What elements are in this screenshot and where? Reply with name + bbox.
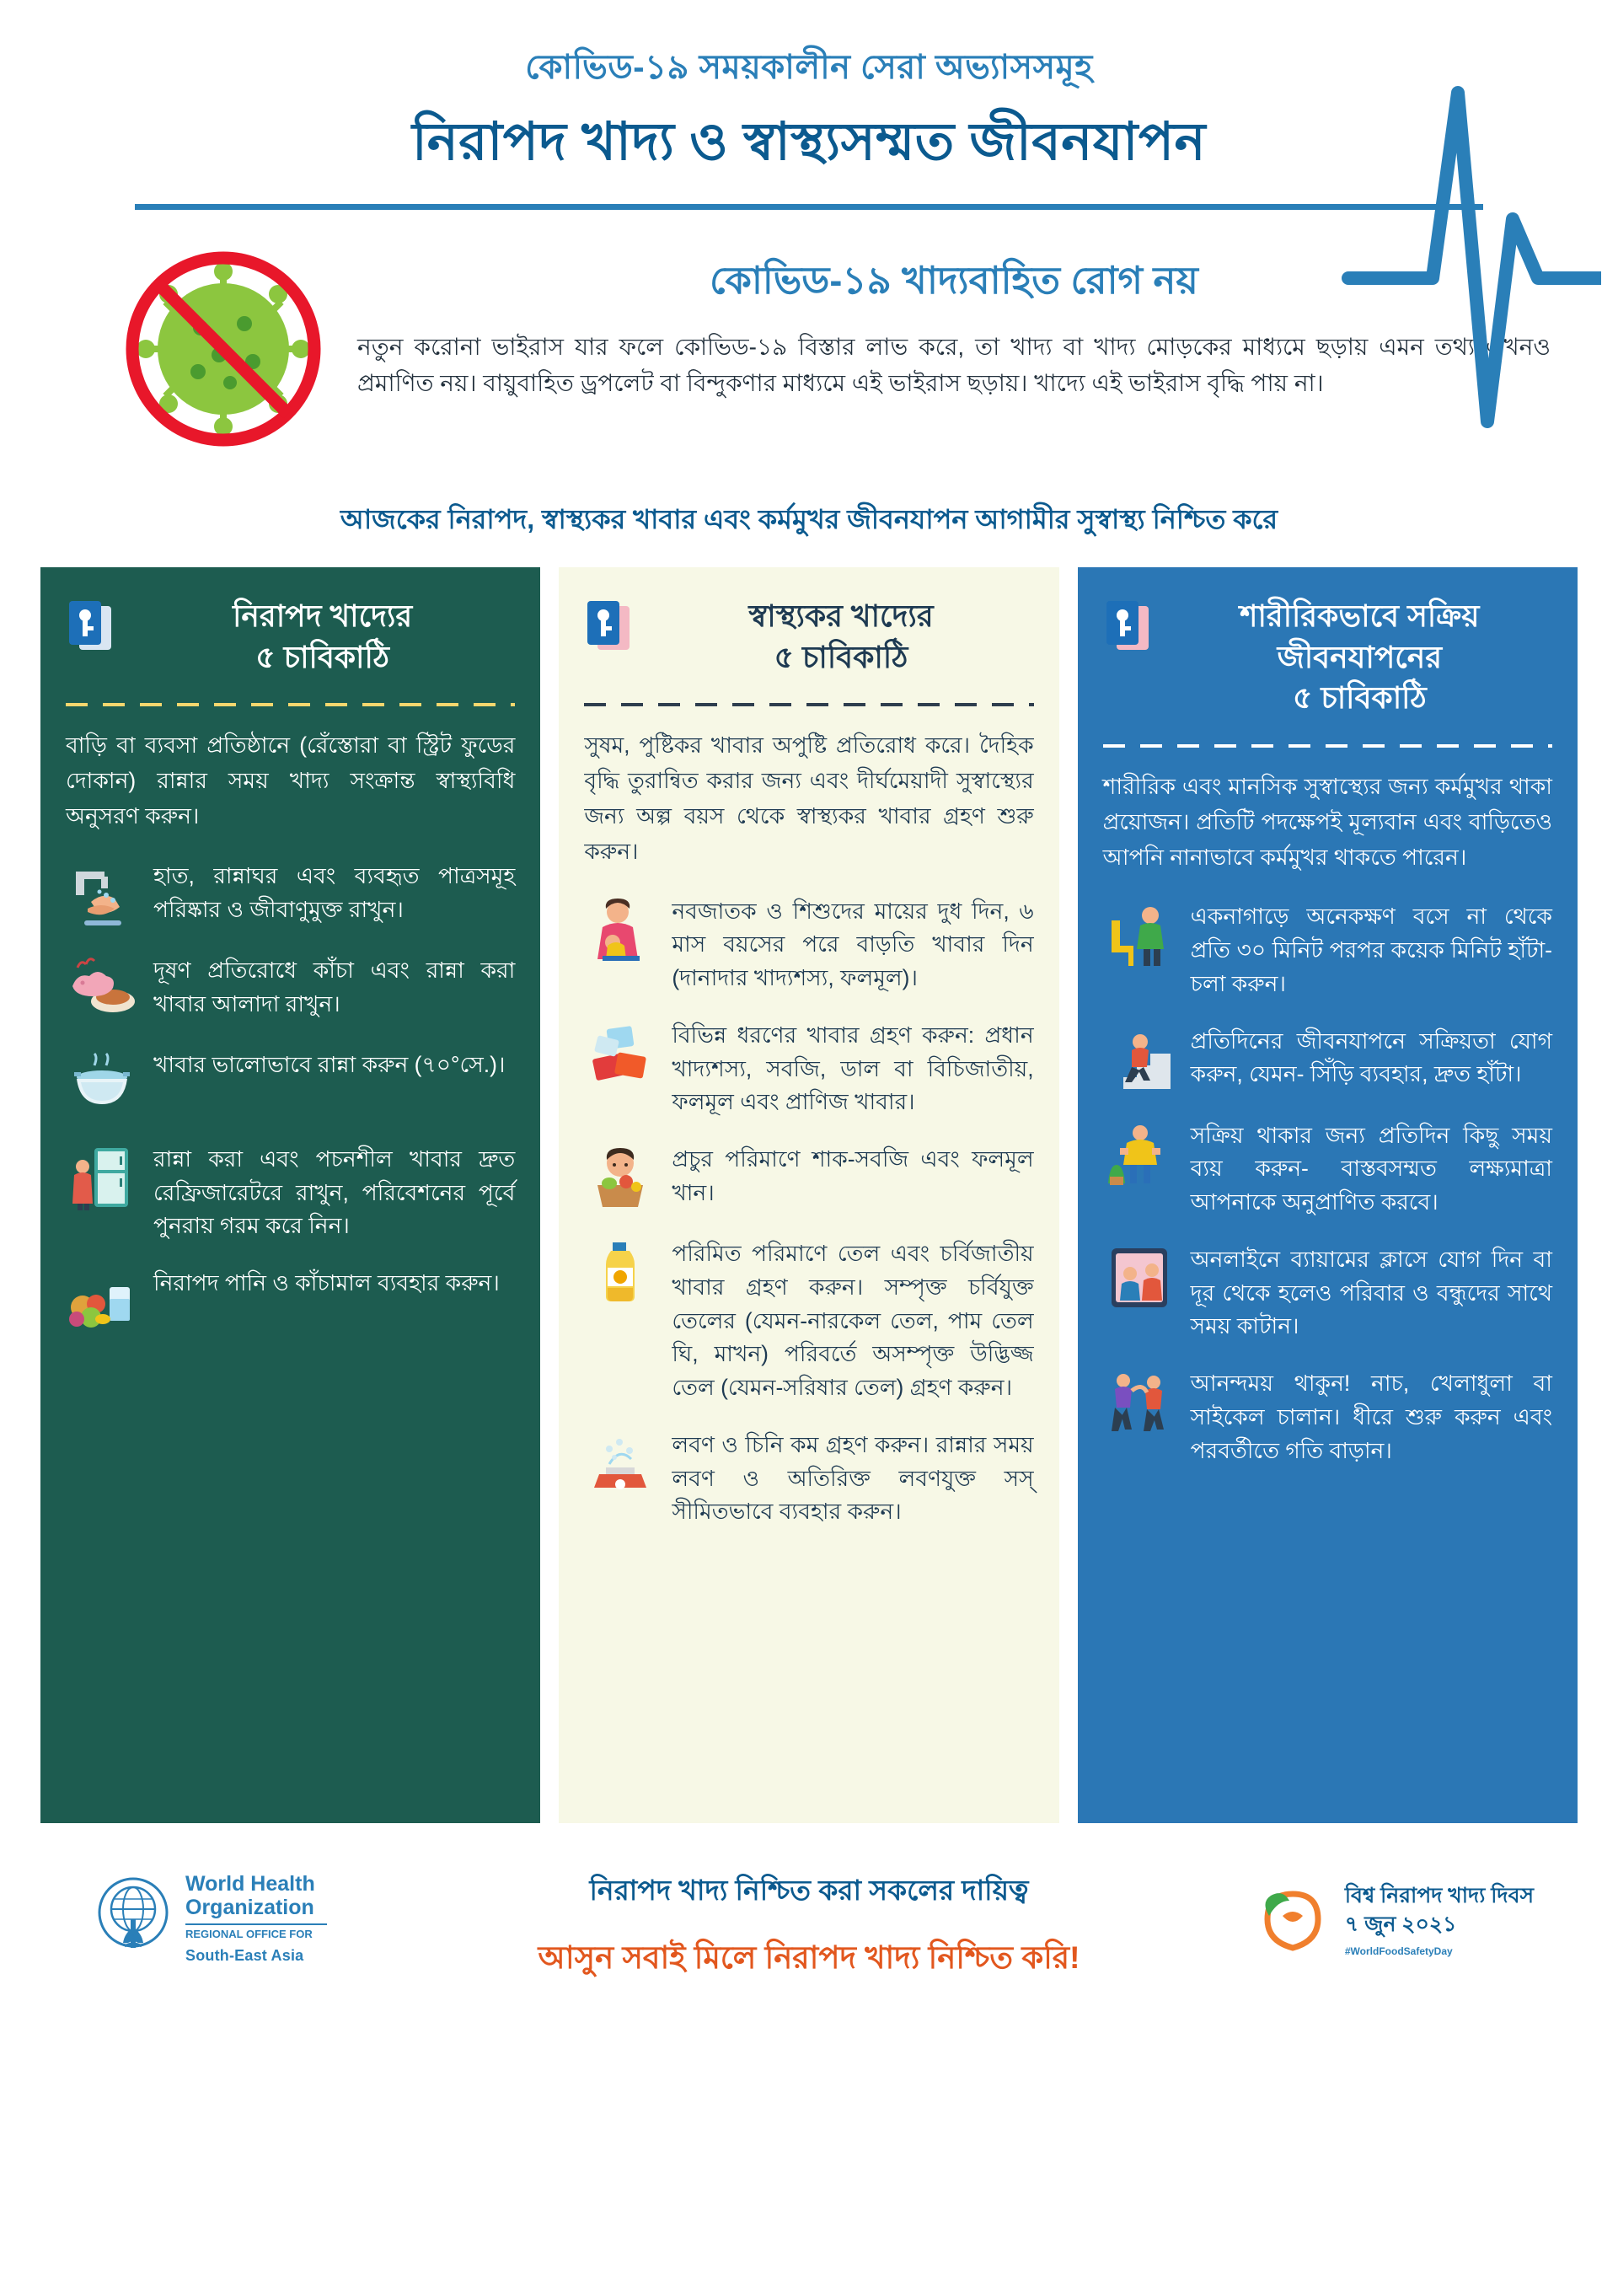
dashed-divider bbox=[584, 703, 1033, 706]
refrigerator-icon bbox=[66, 1141, 138, 1214]
list-item-text: খাবার ভালোভাবে রান্না করুন (৭০°সে.)। bbox=[153, 1051, 506, 1077]
list-item bbox=[584, 1017, 1033, 1119]
column-title: স্বাস্থ্যকর খাদ্যের ৫ চাবিকাঠি bbox=[748, 598, 934, 674]
header-subtitle: কোভিড-১৯ সময়কালীন সেরা অভ্যাসসমূহ bbox=[525, 49, 1093, 86]
wfsd-date: ৭ জুন ২০২১ bbox=[1344, 1912, 1457, 1936]
list-item-text: লবণ ও চিনি কম গ্রহণ করুন। রান্নার সময় লবণ ও অতিরিক্ত লবণযুক্ত সস্ সীমিতভাবে ব্যবহার করুন। bbox=[672, 1431, 1034, 1525]
list-item-text: নিরাপদ পানি ও কাঁচামাল ব্যবহার করুন। bbox=[153, 1270, 500, 1296]
wfsd-hashtag: #WorldFoodSafetyDay bbox=[1344, 1945, 1453, 1957]
footer-message-2: আসুন সবাই মিলে নিরাপদ খাদ্য নিশ্চিত করি! bbox=[538, 1940, 1080, 1975]
footer-message-1: নিরাপদ খাদ্য নিশ্চিত করা সকলের দায়িত্ব bbox=[589, 1875, 1029, 1906]
dancing-fun-icon bbox=[1103, 1365, 1176, 1438]
list-item bbox=[66, 1141, 515, 1243]
column-title: শারীরিকভাবে সক্রিয় জীবনযাপনের ৫ চাবিকাঠি bbox=[1240, 598, 1480, 716]
list-item bbox=[1103, 1023, 1552, 1096]
list-item-text: আনন্দময় থাকুন! নাচ, খেলাধুলা বা সাইকেল চালান। ধীরে শুরু করুন এবং পরবর্তীতে গতি বাড়ান। bbox=[1190, 1371, 1552, 1463]
who-logo bbox=[93, 1872, 327, 1964]
who-region-name: South-East Asia bbox=[185, 1946, 304, 1964]
column-healthy-diet bbox=[559, 567, 1058, 1823]
who-emblem-icon bbox=[93, 1872, 174, 1953]
page-footer bbox=[0, 1857, 1618, 2034]
list-item-text: একনাগাড়ে অনেকক্ষণ বসে না থেকে প্রতি ৩০ মিনিট পরপর কয়েক মিনিট হাঁটা-চলা করুন। bbox=[1190, 904, 1552, 996]
who-region-label: REGIONAL OFFICE FOR bbox=[185, 1928, 313, 1940]
column-intro: সুষম, পুষ্টিকর খাবার অপুষ্টি প্রতিরোধ করে। দৈহিক বৃদ্ধি তুরান্বিত করার জন্য এবং দীর্ঘমেয়াদী সুস্বাস্থ্যের জন্য অল্প বয়স থেকে স্বাস্থ্যকর খাবার গ্রহণ শুরু করুন। bbox=[584, 732, 1034, 864]
list-item-text: সক্রিয় থাকার জন্য প্রতিদিন কিছু সময় ব্যয় করুন- বাস্তবসম্মত লক্ষ্যমাত্রা আপনাকে অনুপ্রাণিত করবে। bbox=[1190, 1122, 1552, 1215]
world-food-safety-day-logo bbox=[1254, 1882, 1534, 1958]
stairs-walking-icon bbox=[1103, 1023, 1176, 1096]
stand-up-break-icon bbox=[1103, 899, 1176, 971]
list-item bbox=[1103, 1242, 1552, 1344]
list-item bbox=[1103, 1365, 1552, 1467]
wfsd-title: বিশ্ব নিরাপদ খাদ্য দিবস bbox=[1344, 1884, 1534, 1907]
world-food-safety-day-icon bbox=[1254, 1884, 1331, 1956]
list-item-text: নবজাতক ও শিশুদের মায়ের দুধ দিন, ৬ মাস বয়সের পরে বাড়তি খাবার দিন (দানাদার খাদ্যশস্য, ফলমূল)। bbox=[672, 898, 1034, 991]
header-divider bbox=[135, 204, 1483, 210]
list-item bbox=[584, 1427, 1033, 1529]
list-item-text: পরিমিত পরিমাণে তেল এবং চর্বিজাতীয় খাবার গ্রহণ করুন। সম্পৃক্ত চর্বিযুক্ত তেলের (যেমন-নারকেল তেল, পাম তেল ঘি, মাখন) পরিবর্তে অসম্পৃক্ত উদ্ভিজ্জ তেল (যেমন-সরিষার তেল) গ্রহণ করুন। bbox=[672, 1241, 1034, 1401]
page-title: নিরাপদ খাদ্য ও স্বাস্থ্যসম্মত জীবনযাপন bbox=[411, 113, 1207, 171]
column-intro: বাড়ি বা ব্যবসা প্রতিষ্ঠানে (রেঁস্তোরা বা স্ট্রিট ফুডের দোকান) রান্নার সময় খাদ্য সংক্রান্ত স্বাস্থ্যবিধি অনুসরণ করুন। bbox=[66, 732, 516, 829]
list-item-text: অনলাইনে ব্যায়ামের ক্লাসে যোগ দিন বা দূর থেকে হলেও পরিবার ও বন্ধুদের সাথে সময় কাটান। bbox=[1190, 1246, 1552, 1339]
no-virus-icon bbox=[118, 244, 329, 454]
cooking-oil-icon bbox=[584, 1236, 656, 1308]
vegetable-basket-icon bbox=[584, 1141, 656, 1214]
list-item bbox=[584, 893, 1033, 995]
salt-sugar-scale-icon bbox=[584, 1427, 656, 1499]
covid-note bbox=[0, 210, 1618, 454]
list-item-text: হাত, রান্নাঘর এবং ব্যবহৃত পাত্রসমূহ পরিষ্কার ও জীবাণুমুক্ত রাখুন। bbox=[153, 862, 516, 922]
home-activity-icon bbox=[1103, 1118, 1176, 1190]
list-item-text: প্রচুর পরিমাণে শাক-সবজি এবং ফলমূল খান। bbox=[672, 1146, 1034, 1205]
who-divider bbox=[185, 1923, 327, 1925]
tagline: আজকের নিরাপদ, স্বাস্থ্যকর খাবার এবং কর্মমুখর জীবনযাপন আগামীর সুস্বাস্থ্য নিশ্চিত করে bbox=[340, 504, 1278, 534]
handwashing-icon bbox=[66, 858, 138, 931]
keys-columns bbox=[0, 567, 1618, 1823]
list-item bbox=[584, 1236, 1033, 1405]
key-card-icon bbox=[584, 599, 633, 655]
who-name-line1: World Health bbox=[185, 1872, 315, 1896]
list-item-text: দূষণ প্রতিরোধে কাঁচা এবং রান্না করা খাবার আলাদা রাখুন। bbox=[153, 957, 516, 1017]
column-active-living bbox=[1078, 567, 1578, 1823]
list-item bbox=[1103, 1118, 1552, 1220]
who-name-line2: Organization bbox=[185, 1896, 314, 1919]
column-intro: শারীরিক এবং মানসিক সুস্বাস্থ্যের জন্য কর্মমুখর থাকা প্রয়োজন। প্রতিটি পদক্ষেপই মূল্যবান এবং বাড়িতেও আপনি নানাভাবে কর্মমুখর থাকতে পারেন। bbox=[1102, 773, 1552, 870]
column-safe-food bbox=[40, 567, 540, 1823]
covid-note-body: নতুন করোনা ভাইরাস যার ফলে কোভিড-১৯ বিস্তার লাভ করে, তা খাদ্য বা খাদ্য মোড়কের মাধ্যমে ছড়ায় এমন তথ্য এখনও প্রমাণিত নয়। বায়ুবাহিত ড্রপলেট বা বিন্দুকণার মাধ্যমে এই ভাইরাস ছড়ায়। খাদ্যে এই ভাইরাস বৃদ্ধি পায় না। bbox=[357, 334, 1551, 397]
raw-cooked-meat-icon bbox=[66, 952, 138, 1025]
list-item bbox=[584, 1141, 1033, 1214]
list-item bbox=[1103, 899, 1552, 1000]
key-card-icon bbox=[1103, 599, 1152, 655]
key-card-icon bbox=[66, 599, 115, 655]
list-item bbox=[66, 1047, 515, 1119]
list-item-text: বিভিন্ন ধরণের খাবার গ্রহণ করুন: প্রধান খাদ্যশস্য, সবজি, ডাল বা বিচিজাতীয়, ফলমূল এবং প্রাণিজ খাবার। bbox=[672, 1022, 1034, 1115]
dashed-divider bbox=[1103, 744, 1552, 748]
list-item bbox=[66, 952, 515, 1025]
online-exercise-class-icon bbox=[1103, 1242, 1176, 1314]
list-item bbox=[66, 1265, 515, 1338]
safe-water-produce-icon bbox=[66, 1265, 138, 1338]
list-item-text: প্রতিদিনের জীবনযাপনে সক্রিয়তা যোগ করুন, যেমন- সিঁড়ি ব্যবহার, দ্রুত হাঁটা। bbox=[1190, 1027, 1552, 1087]
breastfeeding-icon bbox=[584, 893, 656, 966]
food-variety-icon bbox=[584, 1017, 656, 1090]
dashed-divider bbox=[66, 703, 515, 706]
cooking-pot-icon bbox=[66, 1047, 138, 1119]
list-item-text: রান্না করা এবং পচনশীল খাবার দ্রুত রেফ্রিজারেটরে রাখুন, পরিবেশনের পূর্বে পুনরায় গরম করে নিন। bbox=[153, 1145, 516, 1239]
list-item bbox=[66, 858, 515, 931]
column-title: নিরাপদ খাদ্যের ৫ চাবিকাঠি bbox=[233, 598, 413, 674]
page-header bbox=[0, 0, 1618, 210]
covid-note-title: কোভিড-১৯ খাদ্যবাহিত রোগ নয় bbox=[710, 259, 1198, 302]
